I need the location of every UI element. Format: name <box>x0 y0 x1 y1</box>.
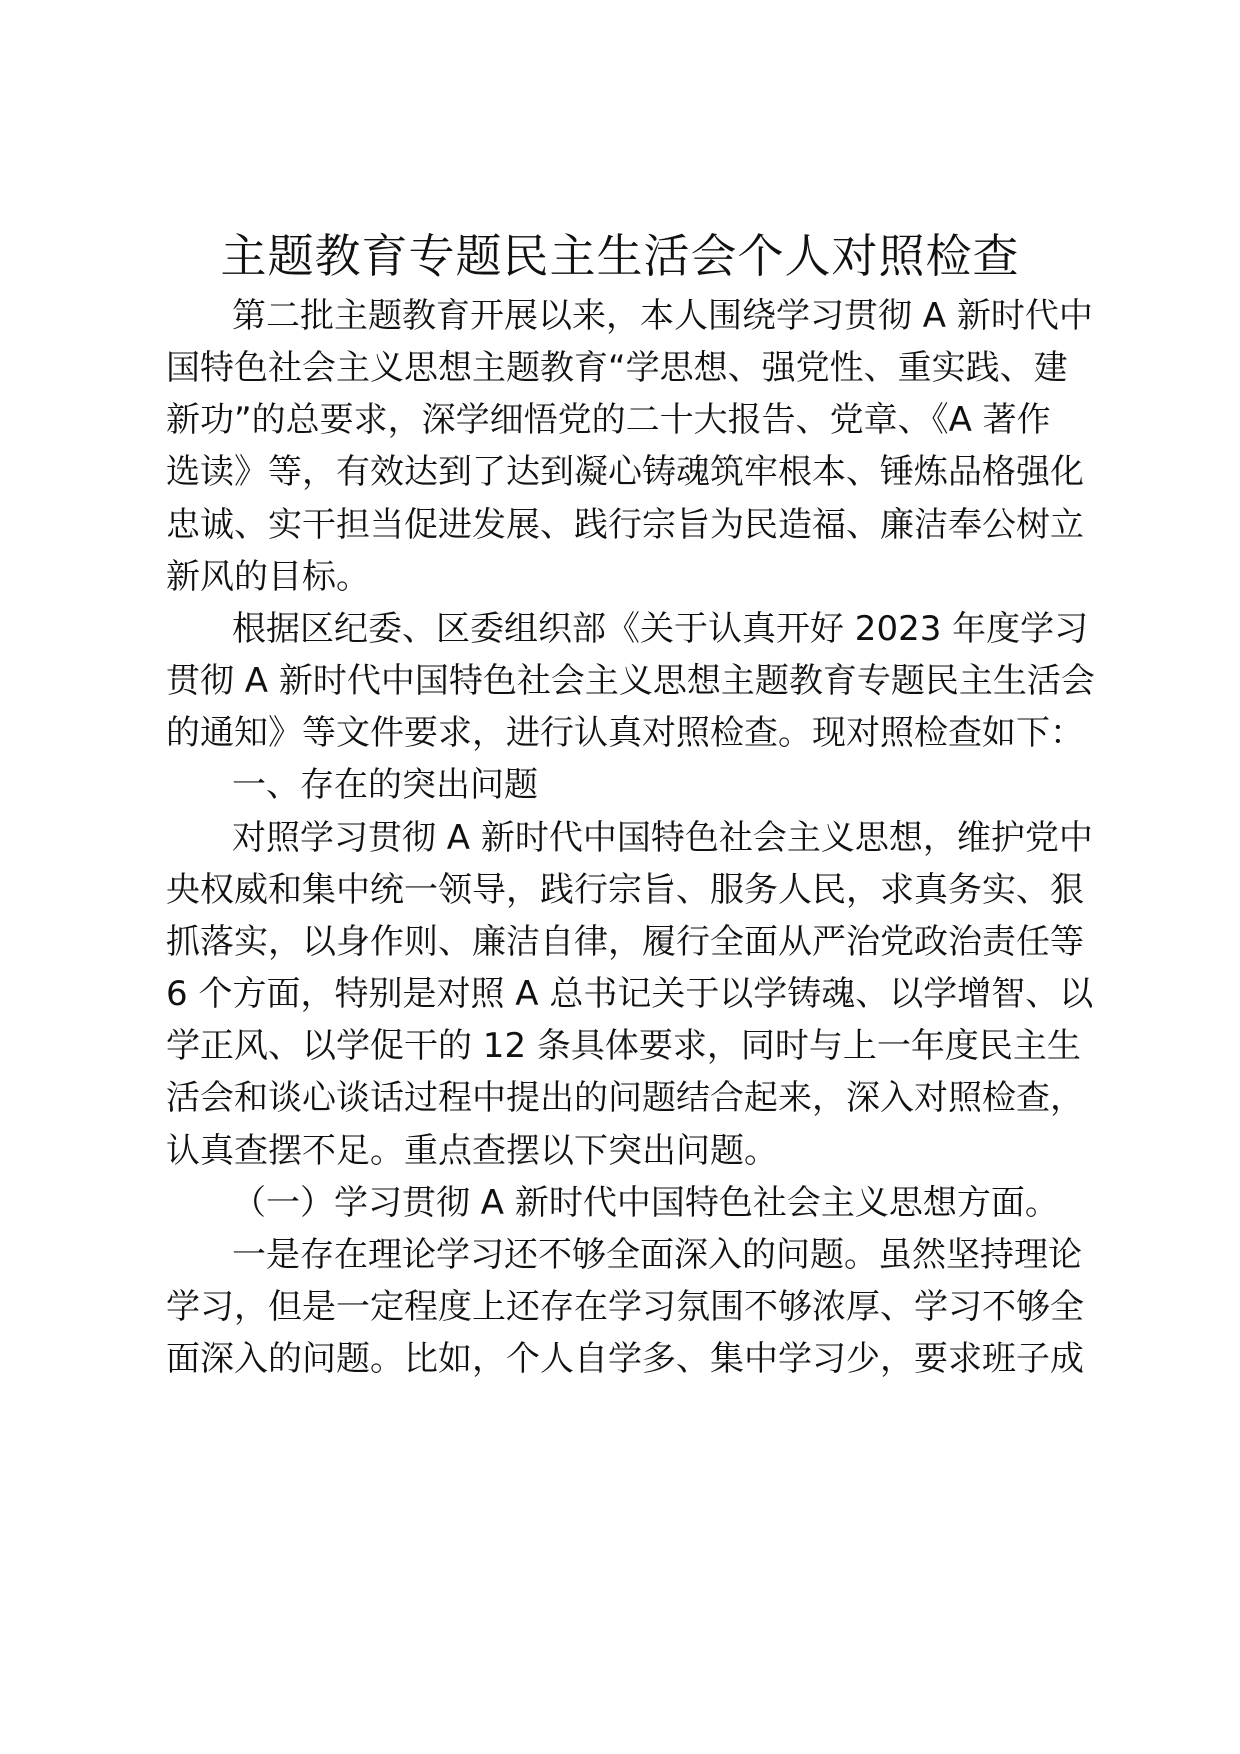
paragraph-3-line-7: 认真查摆不足。重点查摆以下突出问题。 <box>166 1131 778 1171</box>
paragraph-4-line-3: 面深入的问题。比如，个人自学多、集中学习少，要求班子成 <box>166 1339 1084 1379</box>
paragraph-4-line-1: 一是存在理论学习还不够全面深入的问题。虽然坚持理论 <box>232 1235 1082 1275</box>
paragraph-3-line-4: 6 个方面，特别是对照 A 总书记关于以学铸魂、以学增智、以 <box>166 974 1094 1014</box>
paragraph-1-line-2: 国特色社会主义思想主题教育“学思想、强党性、重实践、建 <box>166 348 1068 388</box>
paragraph-1-line-4: 选读》等，有效达到了达到凝心铸魂筑牢根本、锤炼品格强化 <box>166 452 1084 492</box>
paragraph-2-line-3: 的通知》等文件要求，进行认真对照检查。现对照检查如下： <box>166 713 1084 753</box>
paragraph-3-line-1: 对照学习贯彻 A 新时代中国特色社会主义思想，维护党中 <box>232 818 1093 858</box>
document-title: 主题教育专题民主生活会个人对照检查 <box>220 229 1020 283</box>
paragraph-3-line-6: 活会和谈心谈话过程中提出的问题结合起来，深入对照检查， <box>166 1078 1084 1118</box>
paragraph-3-line-5: 学正风、以学促干的 12 条具体要求，同时与上一年度民主生 <box>166 1026 1081 1066</box>
subsection-heading-1: （一）学习贯彻 A 新时代中国特色社会主义思想方面。 <box>232 1183 1059 1223</box>
paragraph-4-line-2: 学习，但是一定程度上还存在学习氛围不够浓厚、学习不够全 <box>166 1287 1084 1327</box>
paragraph-2-line-2: 贯彻 A 新时代中国特色社会主义思想主题教育专题民主生活会 <box>166 661 1095 701</box>
paragraph-1-line-5: 忠诚、实干担当促进发展、践行宗旨为民造福、廉洁奉公树立 <box>166 505 1084 545</box>
paragraph-1-line-6: 新风的目标。 <box>166 557 370 597</box>
paragraph-3-line-3: 抓落实，以身作则、廉洁自律，履行全面从严治党政治责任等 <box>166 922 1084 962</box>
paragraph-3-line-2: 央权威和集中统一领导，践行宗旨、服务人民，求真务实、狠 <box>166 870 1084 910</box>
paragraph-2-line-1: 根据区纪委、区委组织部《关于认真开好 2023 年度学习 <box>232 609 1089 649</box>
paragraph-1-line-3: 新功”的总要求，深学细悟党的二十大报告、党章、《A 著作 <box>166 400 1051 440</box>
paragraph-1-line-1: 第二批主题教育开展以来，本人围绕学习贯彻 A 新时代中 <box>232 296 1093 336</box>
section-heading-1: 一、存在的突出问题 <box>232 765 538 805</box>
